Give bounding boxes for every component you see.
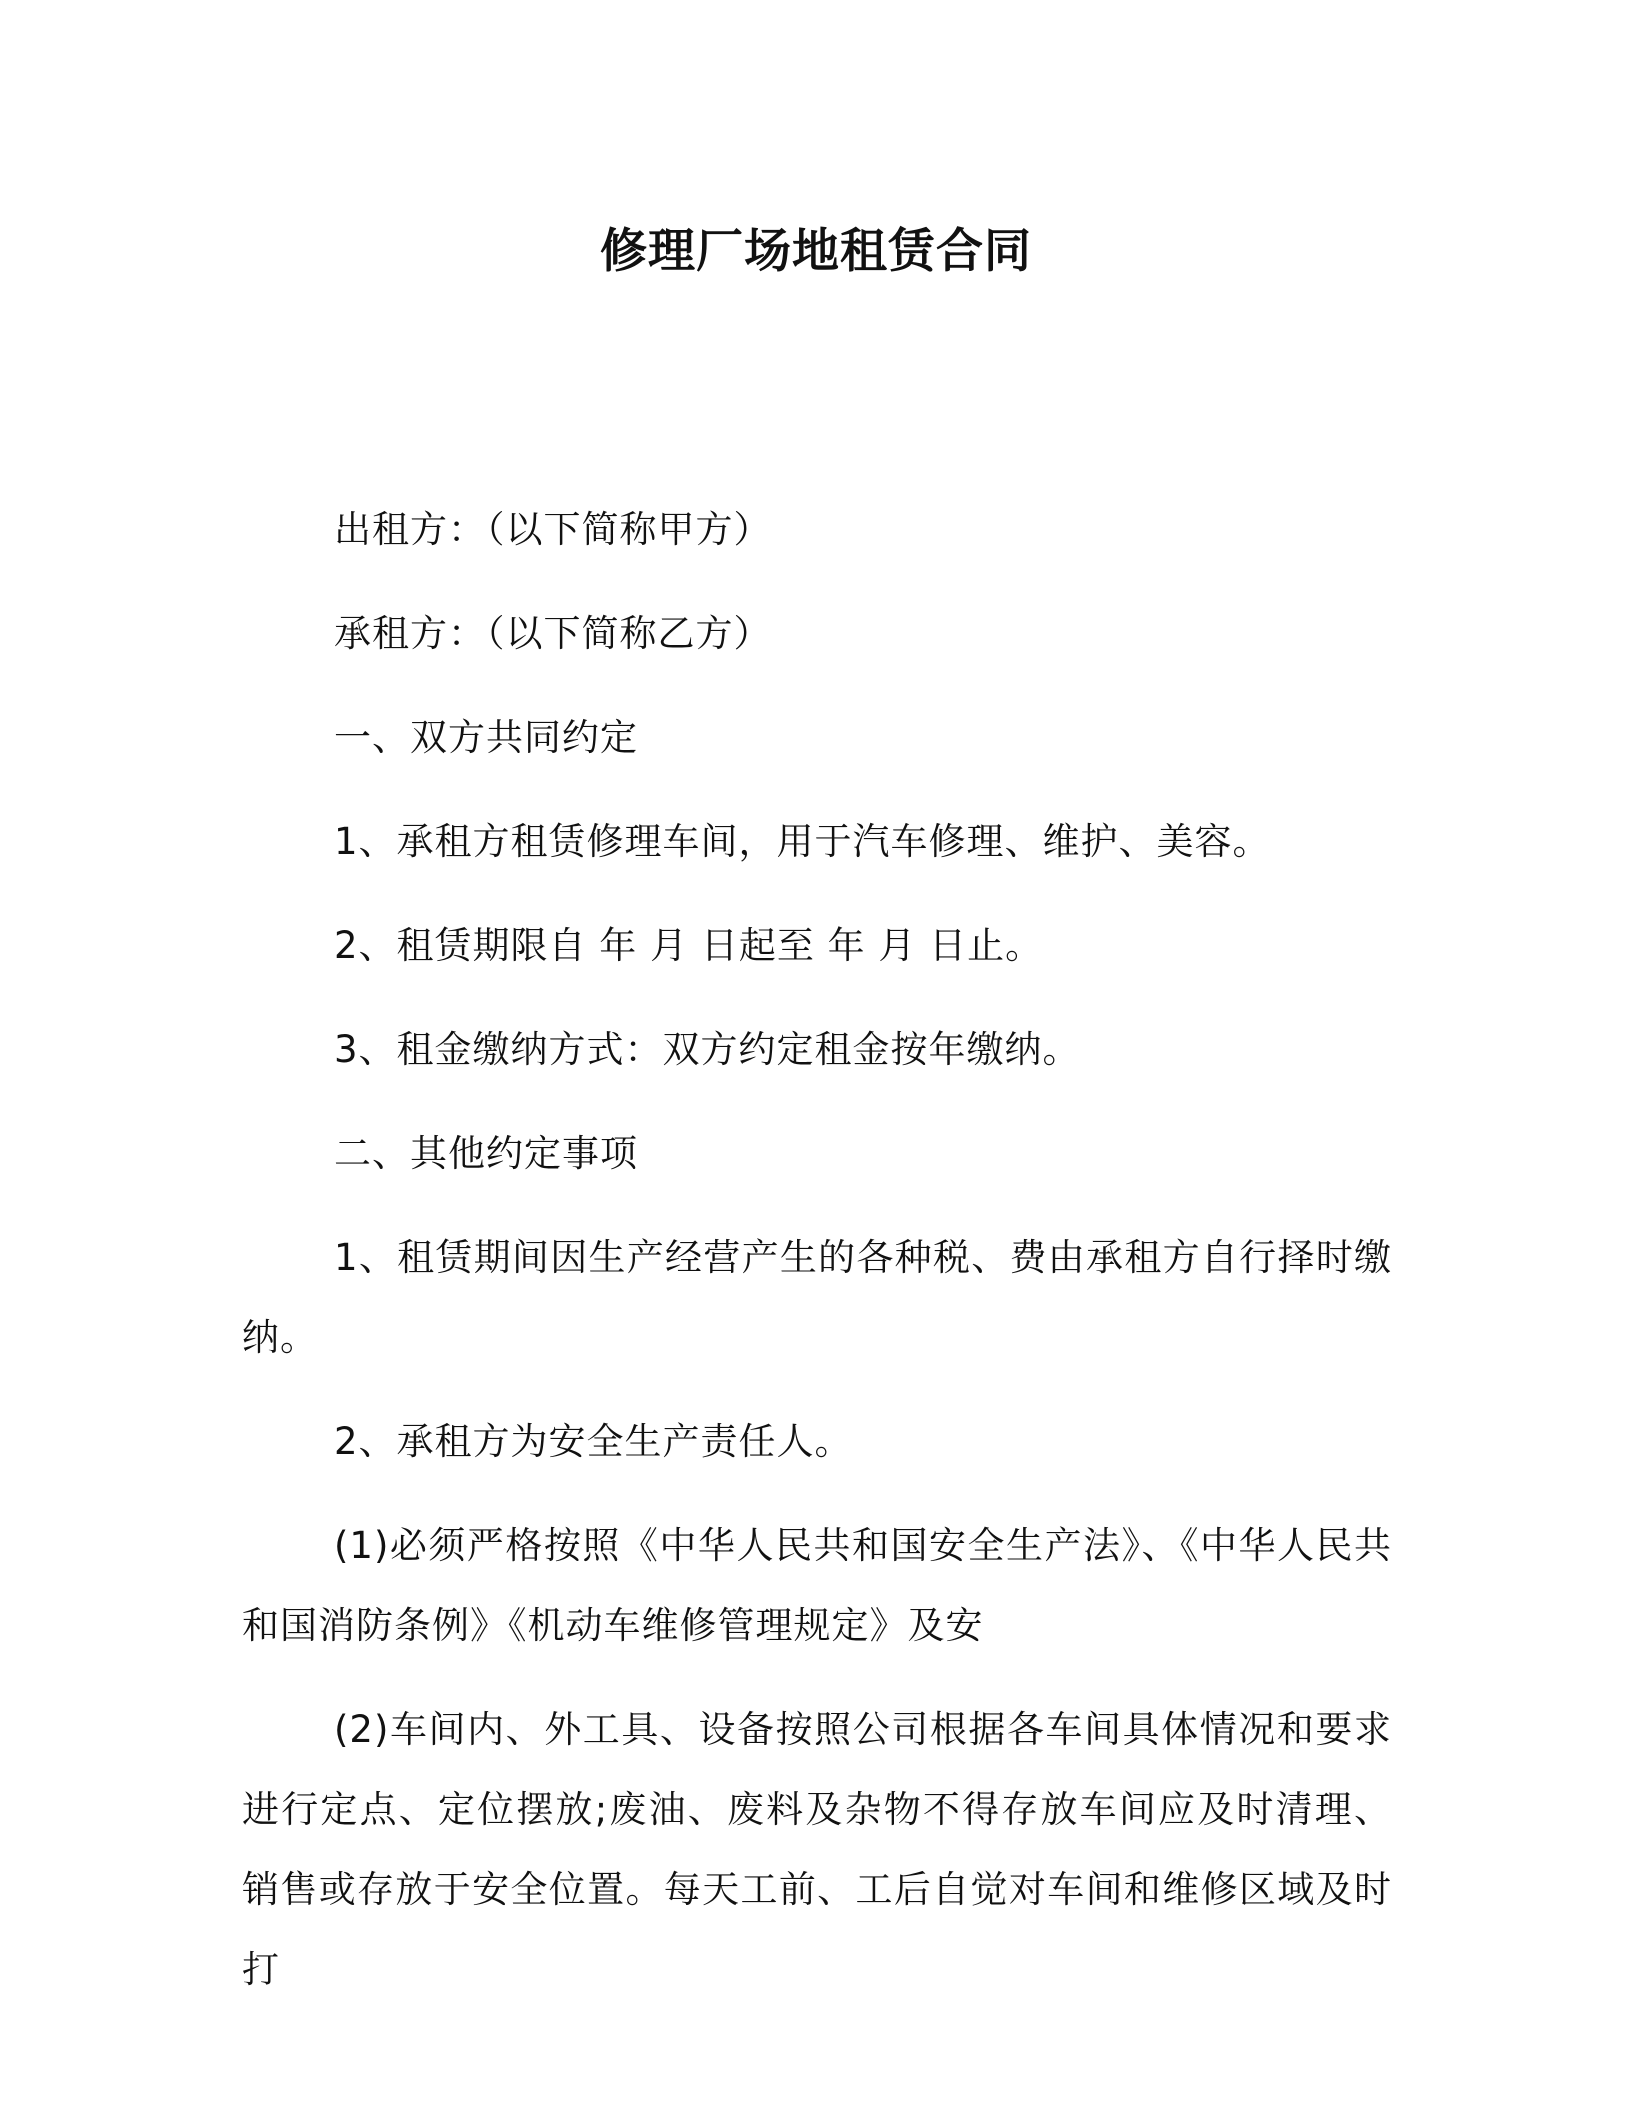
lessor-line: 出租方：（以下简称甲方） xyxy=(334,508,772,551)
clause-2-2: 2、承租方为安全生产责任人。 xyxy=(334,1420,853,1463)
clause-2-2-2: (2)车间内、外工具、设备按照公司根据各车间具体情况和要求进行定点、定位摆放;废油、废料及杂物不得存放车间应及时清理、销售或存放于安全位置。每天工前、工后自觉对车间和维修区域及时打 xyxy=(242,1708,1392,1991)
section-heading-1: 一、双方共同约定 xyxy=(334,716,638,759)
lessee-line: 承租方：（以下简称乙方） xyxy=(334,612,772,655)
section-heading-2: 二、其他约定事项 xyxy=(334,1132,638,1175)
document-title: 修理厂场地租赁合同 xyxy=(600,224,1032,279)
clause-2-2-1: (1)必须严格按照《中华人民共和国安全生产法》、《中华人民共和国消防条例》《机动车维修管理规定》及安 xyxy=(242,1524,1392,1647)
clause-1-2: 2、租赁期限自 年 月 日起至 年 月 日止。 xyxy=(334,924,1044,967)
clause-1-1: 1、承租方租赁修理车间，用于汽车修理、维护、美容。 xyxy=(334,820,1271,863)
clause-2-1: 1、租赁期间因生产经营产生的各种税、费由承租方自行择时缴纳。 xyxy=(242,1236,1392,1359)
clause-1-3: 3、租金缴纳方式：双方约定租金按年缴纳。 xyxy=(334,1028,1081,1071)
document-body xyxy=(242,490,1392,2034)
